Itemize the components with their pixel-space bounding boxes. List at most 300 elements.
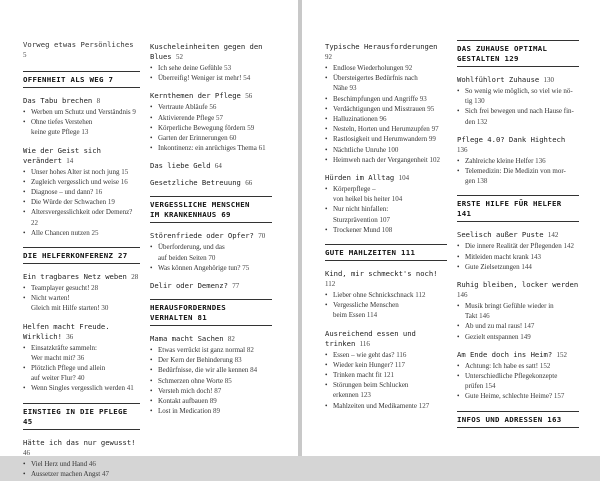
toc-subentry[interactable] [23, 459, 140, 469]
toc-subentry[interactable] [457, 301, 579, 321]
toc-subentry[interactable] [23, 107, 140, 117]
chapter-title: Hätte ich das nur gewusst! [23, 437, 136, 447]
subentry-title: Kontakt aufbauen [158, 397, 208, 406]
subentry-title: Halluzinationen [333, 115, 378, 124]
page-number: 93 [349, 84, 357, 93]
part-title: HERAUSFORDERNDES [150, 303, 226, 313]
subentry-title: Schmerzen ohne Worte [158, 376, 224, 385]
toc-column-left-2 [150, 40, 272, 418]
subentry-title: Ohne tiefes Verstehen [31, 118, 93, 127]
page-number: 9 [132, 108, 136, 116]
part-title-line2: GESTALTEN [457, 54, 500, 63]
subentry-title: Wieder kein Hunger? [333, 360, 393, 369]
toc-subentry-list [150, 242, 272, 275]
toc-subentry-list [457, 86, 579, 129]
toc-subentry[interactable] [325, 350, 447, 360]
toc-column-right-2 [457, 40, 579, 434]
toc-subentry[interactable] [457, 371, 579, 391]
subentry-title-line2: Gleich mit Hilfe starten! [31, 304, 100, 313]
page-number: 152 [556, 350, 568, 359]
page-number: 36 [66, 332, 74, 341]
part-title-line2: VERHALTEN [150, 313, 193, 323]
page-number: 40 [77, 374, 85, 383]
toc-subentry[interactable] [325, 204, 447, 224]
page-number: 60 [229, 134, 237, 143]
subentry-title: Beschimpfungen und Angriffe [333, 94, 419, 103]
toc-column-right-1 [325, 40, 447, 413]
page-number: 41 [126, 384, 134, 393]
page-number: 19 [107, 198, 115, 207]
page-number: 108 [381, 225, 393, 234]
subentry-title: Mitleiden macht krank [465, 252, 529, 261]
subentry-title: Heimweh nach der Vergangenheit [333, 155, 428, 164]
page-number: 84 [250, 366, 258, 375]
toc-chapter-heading[interactable] [23, 94, 140, 107]
chapter-title: Ausreichend essen und trinken [325, 328, 416, 348]
subentry-title: Vertraute Abläufe [158, 103, 208, 112]
page-number: 129 [504, 54, 519, 63]
subentry-title: Versteh mich doch! [158, 386, 213, 395]
subentry-title-line2: erkennen [333, 391, 359, 400]
part-title: VERGESSLICHE MENSCHEN [150, 200, 250, 210]
page-number: 30 [101, 304, 109, 313]
toc-chapter-heading[interactable] [23, 270, 140, 283]
page-number: 77 [232, 282, 240, 291]
toc-subentry[interactable] [23, 177, 140, 187]
page-number: 85 [224, 376, 232, 385]
chapter-title: Ruhig bleiben, locker werden [457, 280, 579, 290]
part-title-line2: IM KRANKENHAUS [150, 210, 217, 220]
toc-subentry[interactable] [150, 73, 272, 83]
toc-chapter-heading[interactable] [23, 436, 140, 459]
page-number: 123 [360, 391, 371, 400]
toc-subentry-list [150, 345, 272, 418]
subentry-title: Überforderung, und das [158, 243, 225, 252]
toc-subentry[interactable] [150, 355, 272, 365]
subentry-title: Lieber ohne Schnickschnack [333, 291, 414, 300]
toc-part-heading[interactable] [23, 247, 140, 264]
toc-subentry[interactable] [325, 145, 447, 155]
page-number: 116 [359, 339, 370, 348]
toc-chapter-heading[interactable] [150, 229, 272, 242]
subentry-title-line2: Sturzprävention [333, 215, 378, 224]
toc-subentry-list [23, 107, 140, 140]
toc-subentry[interactable] [457, 262, 579, 272]
page-number: 147 [523, 322, 535, 331]
subentry-title: Aussetzer machen Angst [31, 469, 101, 478]
toc-subentry[interactable] [457, 156, 579, 166]
page-number: 136 [535, 156, 546, 165]
page-number: 127 [418, 401, 430, 410]
toc-chapter-heading[interactable] [150, 40, 272, 63]
toc-part-heading[interactable] [23, 403, 140, 430]
page-number: 89 [209, 397, 217, 406]
chapter-title: Pflege 4.0? Dank Hightech [457, 134, 566, 144]
toc-subentry[interactable] [457, 106, 579, 126]
toc-subentry[interactable] [23, 283, 140, 293]
subentry-title: Was können Angehörige tun? [158, 263, 241, 272]
toc-chapter-heading[interactable] [457, 73, 579, 86]
toc-subentry-list [325, 63, 447, 167]
page-number: 112 [415, 291, 426, 300]
toc-part-heading[interactable] [325, 244, 447, 261]
subentry-title-line2: tig [465, 97, 473, 106]
subentry-title: Altersvergesslichkeit oder Demenz? [31, 208, 133, 217]
page-number: 100 [387, 145, 399, 154]
toc-subentry-list [325, 184, 447, 237]
page-number: 22 [31, 218, 38, 227]
page-number: 142 [547, 231, 559, 240]
page-number: 16 [95, 188, 103, 197]
chapter-title: Kuscheleinheiten gegen den Blues [150, 42, 263, 61]
toc-subentry[interactable] [150, 396, 272, 406]
entry-title: Vorweg etwas Persönliches [23, 40, 134, 49]
toc-subentry[interactable] [325, 300, 447, 320]
page-number: 121 [383, 371, 394, 380]
page-number: 45 [23, 416, 33, 426]
toc-subentry[interactable] [325, 290, 447, 300]
chapter-title: Typische Herausforderungen [325, 42, 438, 51]
page-number: 66 [245, 179, 253, 188]
toc-subentry[interactable] [325, 370, 447, 380]
toc-subentry-list [23, 283, 140, 316]
toc-subentry[interactable] [325, 124, 447, 134]
page-number: 83 [234, 356, 242, 365]
toc-chapter-heading[interactable] [325, 327, 447, 350]
toc-subentry[interactable] [150, 263, 272, 273]
toc-chapter-heading[interactable] [23, 320, 140, 343]
toc-subentry[interactable] [23, 197, 140, 207]
subentry-title-line2: auf beiden Seiten [158, 253, 207, 262]
toc-subentry[interactable] [325, 94, 447, 104]
right-page [302, 0, 600, 456]
page-number: 46 [23, 448, 30, 457]
page-number: 116 [396, 350, 407, 359]
chapter-title: Wie der Geist sich verändert [23, 145, 101, 165]
toc-subentry[interactable] [150, 345, 272, 355]
page-number: 7 [108, 75, 114, 84]
toc-chapter-heading[interactable] [150, 176, 272, 189]
subentry-title: Achtung: Ich habe es satt! [465, 361, 539, 370]
subentry-title-line2: Nähe [333, 84, 348, 93]
page-number: 75 [242, 263, 250, 272]
toc-chapter-heading[interactable] [150, 89, 272, 102]
subentry-title: Überreifig! Weniger ist mehr! [158, 74, 242, 83]
subentry-title: Bedürfnisse, die wir alle kennen [158, 366, 249, 375]
toc-subentry[interactable] [457, 391, 579, 401]
subentry-title-line2: auf weiter Flur? [31, 374, 76, 383]
page-number: 82 [227, 335, 235, 344]
subentry-title: Wenn Singles vergesslich werden [31, 384, 125, 393]
subentry-title: Die Würde der Schwachen [31, 198, 107, 207]
subentry-title: Gute Zielsetzungen [465, 262, 520, 271]
page-number: 136 [457, 145, 468, 154]
subentry-title: Verdächtigungen und Misstrauen [333, 104, 426, 113]
page-number: 149 [520, 332, 531, 341]
toc-subentry[interactable] [150, 406, 272, 416]
toc-subentry[interactable] [325, 380, 447, 400]
page-number: 16 [120, 177, 128, 186]
toc-subentry[interactable] [150, 133, 272, 143]
toc-subentry[interactable] [325, 155, 447, 165]
page-number: 95 [427, 104, 435, 113]
page-number: 117 [394, 360, 405, 369]
subentry-title: Plötzlich Pflege und allein [31, 364, 106, 373]
subentry-title: Einsatzkräfte sammeln: [31, 343, 97, 352]
toc-subentry[interactable] [23, 117, 140, 137]
page-number: 146 [479, 312, 490, 321]
toc-subentry[interactable] [23, 228, 140, 238]
subentry-title: Inkontinenz: ein anrüchiges Thema [158, 144, 257, 153]
toc-subentry[interactable] [150, 113, 272, 123]
toc-subentry[interactable] [150, 365, 272, 375]
subentry-title: Nesteln, Horten und Herumzupfen [333, 125, 430, 134]
subentry-title-line2: keine gute Pflege [31, 128, 80, 137]
page-number: 143 [530, 252, 542, 261]
subentry-title: Körperpflege – [333, 185, 376, 194]
page-number: 111 [401, 248, 416, 258]
page-number: 132 [476, 117, 488, 126]
toc-subentry-list [325, 350, 447, 413]
toc-subentry[interactable] [150, 242, 272, 262]
toc-subentry[interactable] [457, 252, 579, 262]
page-number: 130 [474, 97, 485, 106]
toc-subentry[interactable] [325, 63, 447, 73]
toc-chapter-heading[interactable] [457, 133, 579, 156]
page-number: 154 [485, 382, 496, 391]
subentry-title: Etwas verrückt ist ganz normal [158, 346, 246, 355]
toc-chapter-heading[interactable] [150, 332, 272, 345]
toc-front-entry[interactable] [23, 40, 140, 64]
toc-subentry[interactable] [325, 104, 447, 114]
page-number: 56 [209, 103, 217, 112]
chapter-title: Kind, mir schmeckt's noch! [325, 269, 438, 279]
toc-subentry[interactable] [457, 332, 579, 342]
subentry-title: Rastlosigkeit und Herumwandern [333, 135, 428, 144]
toc-part-heading[interactable] [457, 195, 579, 222]
page-number: 112 [325, 280, 336, 289]
subentry-title: Zahlreiche kleine Helfer [465, 156, 534, 165]
subentry-title: Unterschiedliche Pflegekonzepte [465, 372, 558, 381]
subentry-title: Gute Heime, schlechte Heime? [465, 392, 553, 401]
toc-subentry[interactable] [457, 361, 579, 371]
toc-chapter-heading[interactable] [325, 40, 447, 63]
chapter-title: Gesetzliche Betreuung [150, 178, 241, 188]
page-number: 54 [243, 74, 251, 83]
left-page [0, 0, 298, 478]
toc-chapter-heading[interactable] [457, 278, 579, 301]
subentry-title: Trockener Mund [333, 225, 380, 234]
toc-subentry[interactable] [150, 386, 272, 396]
chapter-title: Ein tragbares Netz weben [23, 272, 127, 282]
toc-chapter-heading[interactable] [325, 267, 447, 290]
page-number: 163 [547, 414, 562, 424]
toc-subentry[interactable] [23, 383, 140, 393]
toc-subentry[interactable] [457, 86, 579, 106]
page-number: 70 [208, 253, 216, 262]
toc-subentry[interactable] [150, 123, 272, 133]
part-title: EINSTIEG IN DIE PFLEGE [23, 406, 128, 416]
toc-subentry-list [23, 343, 140, 396]
toc-subentry[interactable] [325, 360, 447, 370]
subentry-title: Garten der Erinnerungen [158, 134, 228, 143]
toc-subentry[interactable] [23, 167, 140, 177]
page-number: 13 [81, 128, 89, 137]
toc-subentry[interactable] [150, 102, 272, 112]
chapter-title: Delir oder Demenz? [150, 281, 228, 291]
subentry-title: Werben um Schutz und Verständnis [31, 108, 131, 116]
page-number: 104 [391, 195, 403, 204]
toc-subentry[interactable] [325, 184, 447, 204]
page-number: 47 [101, 469, 109, 478]
page-number: 138 [476, 177, 488, 186]
toc-subentry[interactable] [325, 73, 447, 93]
toc-subentry-list [457, 241, 579, 274]
subentry-title: Essen – wie geht das? [333, 350, 395, 359]
subentry-title-line2: den [465, 117, 476, 126]
page-number: 64 [214, 162, 222, 171]
toc-chapter-heading[interactable] [23, 144, 140, 167]
page-number: 70 [258, 232, 266, 241]
toc-subentry[interactable] [150, 376, 272, 386]
toc-column-left-1 [23, 40, 140, 481]
subentry-title-line2: prüfen [465, 382, 484, 391]
page-number: 36 [77, 353, 85, 362]
page-number: 92 [405, 64, 413, 72]
page-number: 57 [215, 113, 223, 122]
toc-chapter-heading[interactable] [457, 228, 579, 241]
toc-part-heading[interactable] [150, 299, 272, 326]
toc-subentry[interactable] [23, 187, 140, 197]
toc-subentry[interactable] [457, 241, 579, 251]
chapter-title: Helfen macht Freude. Wirklich! [23, 321, 110, 341]
toc-part-heading[interactable] [457, 40, 579, 67]
page-number: 104 [398, 174, 410, 183]
subentry-title: Mahlzeiten und Medikamente [333, 401, 417, 410]
toc-part-heading[interactable] [150, 196, 272, 223]
page-number: 28 [131, 273, 139, 282]
toc-subentry-list [325, 290, 447, 323]
part-title: DAS ZUHAUSE OPTIMAL [457, 44, 548, 53]
page-number: 46 [88, 459, 96, 468]
chapter-title: Mama macht Sachen [150, 334, 224, 344]
page-number: 8 [96, 97, 101, 105]
toc-part-heading[interactable] [457, 411, 579, 428]
subentry-title: Übersteigertes Bedürfnis nach [333, 74, 418, 83]
page-number: 114 [366, 311, 378, 320]
chapter-title: Am Ende doch ins Heim? [457, 349, 553, 359]
page-number: 102 [429, 155, 441, 164]
subentry-title: Ich sehe deine Gefühle [158, 64, 223, 72]
toc-subentry[interactable] [23, 363, 140, 383]
page-number: 25 [91, 228, 99, 237]
subentry-title: Lost in Medication [158, 407, 212, 416]
page-number: 96 [379, 115, 387, 124]
toc-subentry[interactable] [457, 166, 579, 186]
subentry-title: Die innere Realität der Pflegenden [465, 242, 562, 251]
page-number: 28 [91, 284, 99, 293]
subentry-title: Der Kern der Behinderung [158, 356, 233, 365]
subentry-title: Endlose Wiederholungen [333, 64, 404, 72]
subentry-title-line2: Takt [465, 312, 478, 321]
page-number: 89 [213, 407, 221, 416]
page-number: 56 [245, 92, 253, 101]
page-number: 53 [224, 64, 232, 72]
page-number: 99 [428, 135, 436, 144]
subentry-title: Unser hohes Alter ist noch jung [31, 167, 120, 176]
subentry-title: Körperliche Bewegung fördern [158, 123, 246, 132]
chapter-title: Das Tabu brechen [23, 96, 93, 105]
subentry-title: Aktivierende Pflege [158, 113, 215, 122]
page-number: 14 [66, 156, 74, 165]
toc-subentry[interactable] [23, 343, 140, 363]
subentry-title: Gezielt entspannen [465, 332, 519, 341]
page-number: 93 [419, 94, 427, 103]
chapter-title: Hürden im Alltag [325, 173, 395, 183]
toc-subentry[interactable] [325, 114, 447, 124]
page-number: 146 [457, 291, 468, 300]
subentry-title: Trinken macht fit [333, 371, 382, 380]
toc-subentry-list [457, 361, 579, 404]
subentry-title: Störungen beim Schlucken [333, 381, 409, 390]
toc-subentry-list [23, 167, 140, 240]
toc-chapter-heading[interactable] [150, 279, 272, 292]
subentry-title: Musik bringt Gefühle wieder in [465, 302, 554, 311]
toc-subentry-list [457, 156, 579, 189]
toc-chapter-heading[interactable] [457, 348, 579, 361]
toc-subentry[interactable] [325, 225, 447, 235]
page-number: 92 [325, 53, 332, 61]
toc-subentry[interactable] [23, 469, 140, 479]
toc-subentry[interactable] [23, 207, 140, 227]
subentry-title: Viel Herz und Hand [31, 459, 88, 468]
toc-subentry[interactable] [457, 321, 579, 331]
toc-subentry-list [150, 102, 272, 155]
chapter-title: Das liebe Geld [150, 161, 211, 171]
part-title: DIE HELFERKONFERENZ [23, 251, 114, 261]
toc-part-heading[interactable] [23, 71, 140, 88]
page-number: 157 [553, 392, 565, 401]
toc-subentry[interactable] [150, 143, 272, 153]
subentry-title-line2: beim Essen [333, 311, 366, 320]
page-number: 144 [521, 262, 532, 271]
toc-chapter-heading[interactable] [150, 159, 272, 172]
toc-subentry[interactable] [23, 293, 140, 313]
page-number: 82 [246, 346, 254, 355]
subentry-title: Diagnose – und dann? [31, 188, 94, 197]
toc-subentry[interactable] [150, 63, 272, 73]
toc-subentry[interactable] [325, 134, 447, 144]
subentry-title: Alle Chancen nutzen [31, 228, 90, 237]
subentry-title-line2: Wer macht mit? [31, 353, 76, 362]
subentry-title: Zugleich vergesslich und weise [31, 177, 119, 186]
page-number: 69 [221, 210, 231, 220]
subentry-title: Ab und zu mal raus! [465, 322, 523, 331]
chapter-title: Kernthemen der Pflege [150, 91, 241, 101]
toc-subentry[interactable] [325, 401, 447, 411]
part-title: OFFENHEIT ALS WEG [23, 75, 104, 84]
subentry-title: Nächtliche Unruhe [333, 145, 387, 154]
subentry-title-line2: von heikel bis heiter [333, 195, 390, 204]
page-number: 61 [258, 144, 266, 153]
subentry-title: Nur nicht hinfallen: [333, 205, 389, 214]
page-number: 130 [543, 76, 555, 84]
page-number: 59 [247, 123, 255, 132]
toc-chapter-heading[interactable] [325, 171, 447, 184]
chapter-title: Störenfriede oder Opfer? [150, 231, 254, 241]
part-title: GUTE MAHLZEITEN [325, 248, 397, 258]
page-number: 81 [197, 313, 207, 323]
